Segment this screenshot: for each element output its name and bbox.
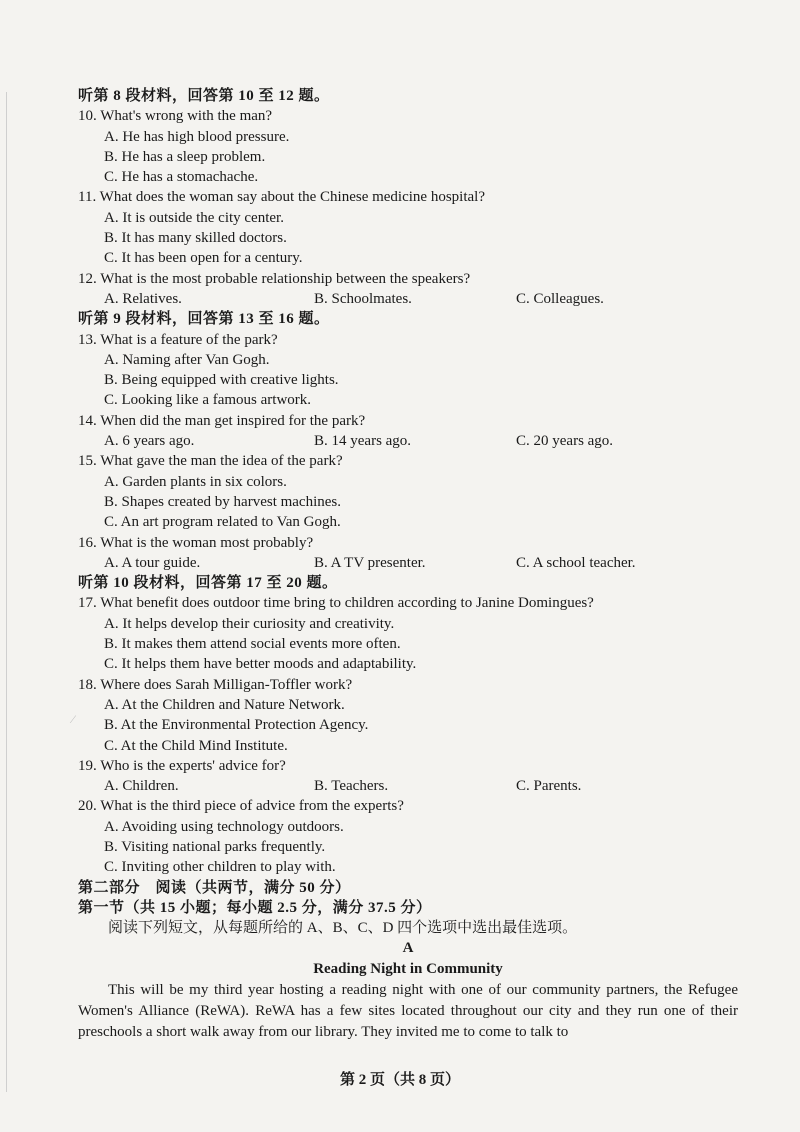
question-15: 15. What gave the man the idea of the park? [78, 453, 343, 470]
question-10: 10. What's wrong with the man? [78, 108, 273, 125]
question-16: 16. What is the woman most probably? [78, 534, 314, 551]
q14-option-b: B. 14 years ago. [314, 433, 412, 450]
question-14: 14. When did the man get inspired for the park? [78, 412, 366, 429]
q14-option-a: A. 6 years ago. [104, 433, 195, 450]
q17-option-b: B. It makes them attend social events more often. [104, 636, 401, 653]
passage-title: Reading Night in Community [313, 961, 503, 978]
question-12: 12. What is the most probable relationship between the speakers? [78, 270, 471, 287]
q13-option-c: C. Looking like a famous artwork. [104, 392, 312, 409]
part-2-header: 第二部分 阅读（共两节，满分 50 分） [78, 879, 351, 896]
q18-option-b: B. At the Environmental Protection Agency. [104, 717, 369, 734]
section-10-header: 听第 10 段材料，回答第 17 至 20 题。 [78, 575, 338, 592]
question-20: 20. What is the third piece of advice from the experts? [78, 798, 404, 815]
q14-option-c: C. 20 years ago. [516, 433, 614, 450]
q20-option-b: B. Visiting national parks frequently. [104, 838, 326, 855]
margin-line [6, 92, 7, 1092]
q19-option-b: B. Teachers. [314, 778, 389, 795]
q13-option-a: A. Naming after Van Gogh. [104, 351, 270, 368]
q10-option-c: C. He has a stomachache. [104, 169, 259, 186]
q12-option-c: C. Colleagues. [516, 290, 604, 307]
q17-option-c: C. It helps them have better moods and adaptability. [104, 656, 417, 673]
q10-option-a: A. He has high blood pressure. [104, 128, 290, 145]
q12-option-a: A. Relatives. [104, 290, 182, 307]
question-19: 19. Who is the experts' advice for? [78, 757, 286, 774]
page-content [78, 86, 738, 1043]
q16-options [78, 553, 738, 573]
q19-option-c: C. Parents. [516, 778, 582, 795]
passage-letter: A [402, 940, 414, 957]
q16-option-a: A. A tour guide. [104, 554, 201, 571]
q15-option-a: A. Garden plants in six colors. [104, 473, 287, 490]
q17-option-a: A. It helps develop their curiosity and creativity. [104, 615, 395, 632]
section-1-header: 第一节（共 15 小题；每小题 2.5 分，满分 37.5 分） [78, 899, 432, 916]
q18-option-c: C. At the Child Mind Institute. [104, 737, 288, 754]
q20-option-c: C. Inviting other children to play with. [104, 859, 336, 876]
q19-option-a: A. Children. [104, 778, 179, 795]
q20-option-a: A. Avoiding using technology outdoors. [104, 818, 344, 835]
page-footer: 第 2 页（共 8 页） [339, 1072, 460, 1088]
passage-paragraph: This will be my third year hosting a reading night with one of our community partners, the Refugee Women's Alliance (ReWA). ReWA has a few sites located throughout our city and they run one of their preschools a short walk away from our library. They invited me to come to talk to [78, 982, 738, 1041]
question-17: 17. What benefit does outdoor time bring to children according to Janine Domingues? [78, 595, 594, 612]
q11-option-a: A. It is outside the city center. [104, 209, 284, 226]
q13-option-b: B. Being equipped with creative lights. [104, 372, 339, 389]
section-8-header: 听第 8 段材料，回答第 10 至 12 题。 [78, 88, 330, 104]
question-11: 11. What does the woman say about the Chinese medicine hospital? [78, 189, 485, 206]
q11-option-b: B. It has many skilled doctors. [104, 230, 287, 247]
q11-option-c: C. It has been open for a century. [104, 250, 303, 267]
q12-options [78, 289, 738, 309]
q15-option-b: B. Shapes created by harvest machines. [104, 493, 342, 510]
question-18: 18. Where does Sarah Milligan-Toffler work? [78, 676, 353, 693]
q12-option-b: B. Schoolmates. [314, 290, 412, 307]
pencil-mark: ⁄ [72, 712, 75, 726]
q16-option-b: B. A TV presenter. [314, 554, 426, 571]
reading-instruction: 阅读下列短文，从每题所给的 A、B、C、D 四个选项中选出最佳选项。 [108, 920, 578, 937]
q14-options [78, 431, 738, 451]
q16-option-c: C. A school teacher. [516, 554, 636, 571]
q18-option-a: A. At the Children and Nature Network. [104, 696, 345, 713]
section-9-header: 听第 9 段材料，回答第 13 至 16 题。 [78, 311, 330, 328]
q10-option-b: B. He has a sleep problem. [104, 148, 266, 165]
q15-option-c: C. An art program related to Van Gogh. [104, 514, 341, 531]
q19-options [78, 776, 738, 796]
question-13: 13. What is a feature of the park? [78, 331, 278, 348]
